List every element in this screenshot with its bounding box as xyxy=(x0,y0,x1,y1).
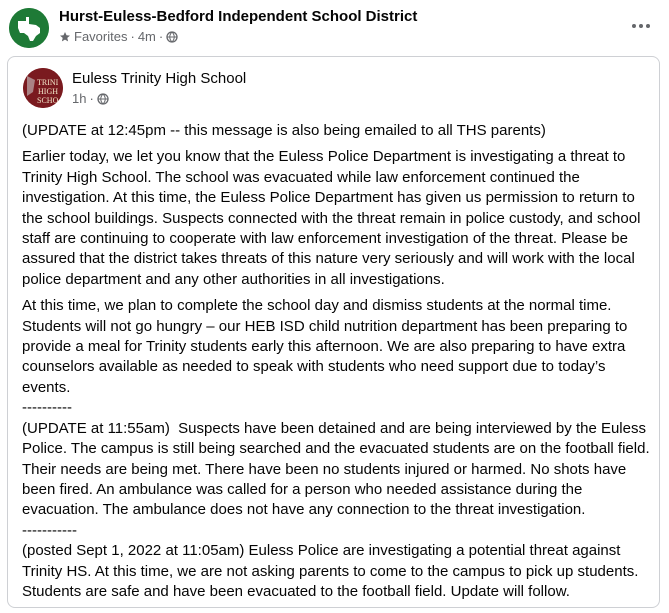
globe-icon[interactable] xyxy=(166,31,178,43)
trinity-page-name[interactable]: Euless Trinity High School xyxy=(72,70,247,87)
more-options-button[interactable] xyxy=(625,12,657,40)
favorites-label[interactable]: Favorites xyxy=(74,29,128,44)
more-dots-icon xyxy=(631,23,651,29)
shared-post-card[interactable] xyxy=(7,56,660,608)
post-paragraph: (UPDATE at 12:45pm -- this message is also being emailed to all THS parents) xyxy=(22,122,546,139)
star-icon xyxy=(59,31,71,43)
logo-text-2: HIGH xyxy=(38,87,58,96)
meta-separator: · xyxy=(130,29,135,44)
logo-text-1: TRINI xyxy=(37,78,59,87)
post-meta xyxy=(59,29,178,44)
district-avatar[interactable] xyxy=(9,8,49,48)
district-page-name[interactable]: Hurst-Euless-Bedford Independent School District xyxy=(59,8,418,25)
trinity-avatar[interactable] xyxy=(23,68,63,108)
post-paragraph: Earlier today, we let you know that the Euless Police Department is investigating a threat to Trinity High School. The school was evacuated while law enforcement continued the investigation. At this time, the Euless Police Department has given us permission to return to the school buildings. Suspects connected with the threat remain in police custody, and school staff are continuing to cooperate with law enforcement investigation of the threat. Please be assured that the district takes threats of this nature very seriously and will work with the local police department and any other authorities in all investigations. xyxy=(22,148,645,288)
texas-state-logo-icon xyxy=(9,8,49,48)
shared-post-meta xyxy=(72,91,109,106)
post-paragraph: At this time, we plan to complete the school day and dismiss students at the normal time. Students will not go hungry – our HEB ISD child nutrition department has been preparing to provide a meal for Trinity students early this afternoon. We are also preparing to have extra counselors available as needed to speak with students who need support due to today’s events. ---------- (UPDATE at 11:55am) Suspects have been detained and are being interviewed by the Euless Police. The campus is still being searched and the evacuated students are on the football field. Their needs are being met. There have been no students injured or harmed. No shots have been fired. An ambulance was called for a person who needed assistance during the evacuation. The ambulance does not have any connection to the threat investigation. ----------- (posted Sept 1, 2022 at 11:05am) Euless Police are investigating a potential threat against Trinity HS. At this time, we are not asking parents to come to the campus to pick up students. Students are safe and have been evacuated to the football field. Update will follow. xyxy=(22,297,650,600)
meta-separator: · xyxy=(89,91,94,106)
meta-separator: · xyxy=(158,29,164,44)
shared-post-timestamp[interactable]: 1h xyxy=(72,91,87,106)
post-timestamp[interactable]: 4m xyxy=(137,29,156,44)
post-body xyxy=(22,121,652,602)
trinity-logo-icon xyxy=(23,68,63,108)
logo-text-3: SCHO xyxy=(37,96,59,105)
globe-icon[interactable] xyxy=(97,93,109,105)
post-header xyxy=(0,0,669,52)
